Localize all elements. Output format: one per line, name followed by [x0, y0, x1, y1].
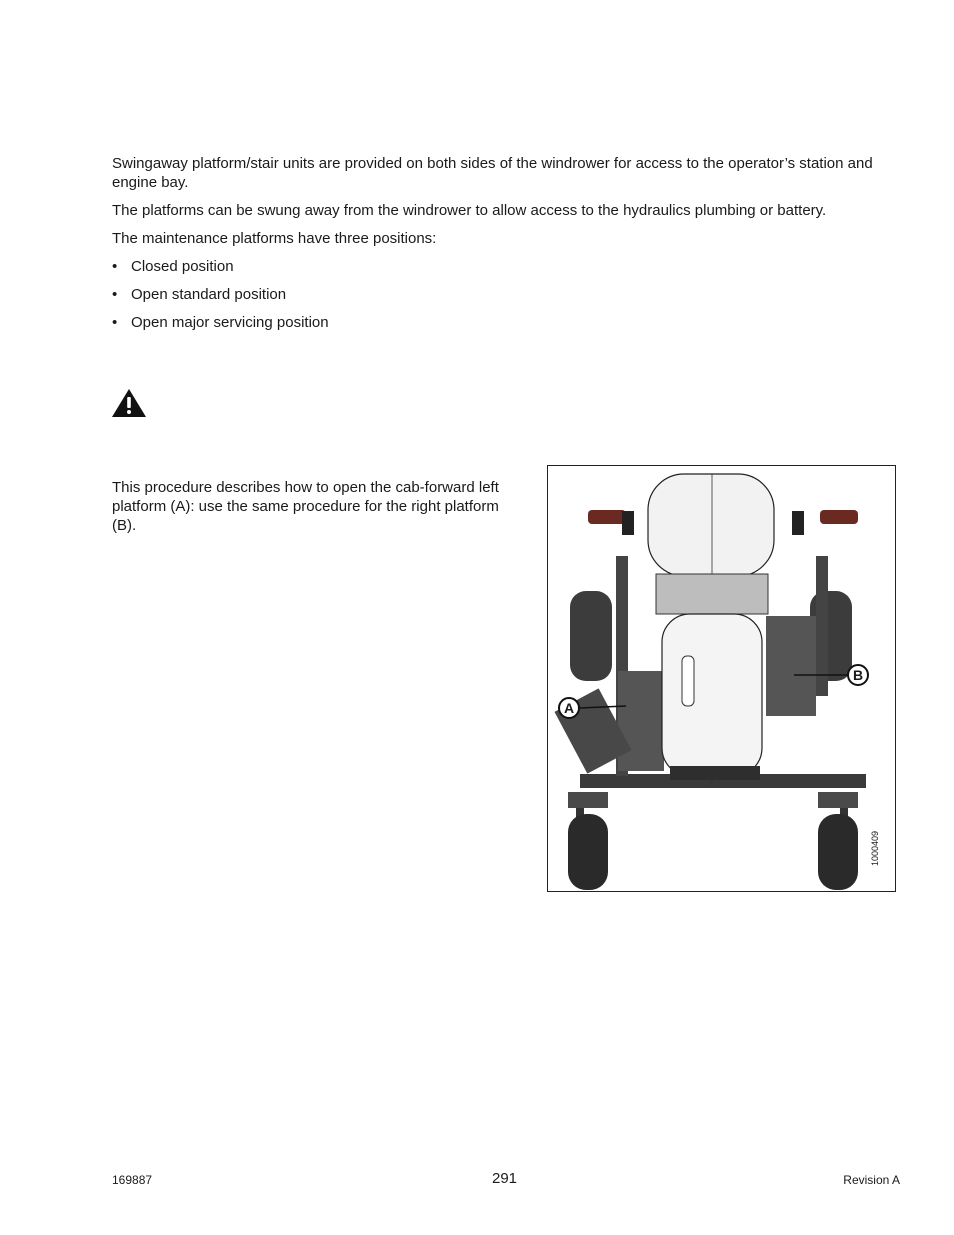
bullet: • [112, 258, 118, 275]
procedure-text: This procedure describes how to open the cab-forward left platform (A): use the same procedure for the right platform (B). [112, 479, 499, 534]
bullet: • [112, 314, 118, 331]
list-item-label: Open major servicing position [131, 314, 329, 331]
windrower-illustration [548, 466, 896, 892]
windrower-figure [547, 465, 896, 892]
list-item-label: Open standard position [131, 286, 287, 303]
intro-paragraph-3: The maintenance platforms have three positions: [112, 230, 437, 247]
callout-b: B [847, 664, 869, 686]
figure-id: 1000409 [870, 830, 880, 866]
doc-number: 169887 [112, 1173, 153, 1187]
revision: Revision A [843, 1173, 900, 1187]
bullet: • [112, 286, 118, 303]
intro-paragraph-1: Swingaway platform/stair units are provided on both sides of the windrower for access to the operator’s station and engine bay. [112, 155, 873, 191]
callout-a: A [558, 697, 580, 719]
page-number: 291 [492, 1170, 518, 1187]
intro-paragraph-2: The platforms can be swung away from the windrower to allow access to the hydraulics plumbing or battery. [112, 202, 827, 219]
list-item-label: Closed position [131, 258, 234, 275]
warning-triangle-icon [111, 388, 147, 418]
